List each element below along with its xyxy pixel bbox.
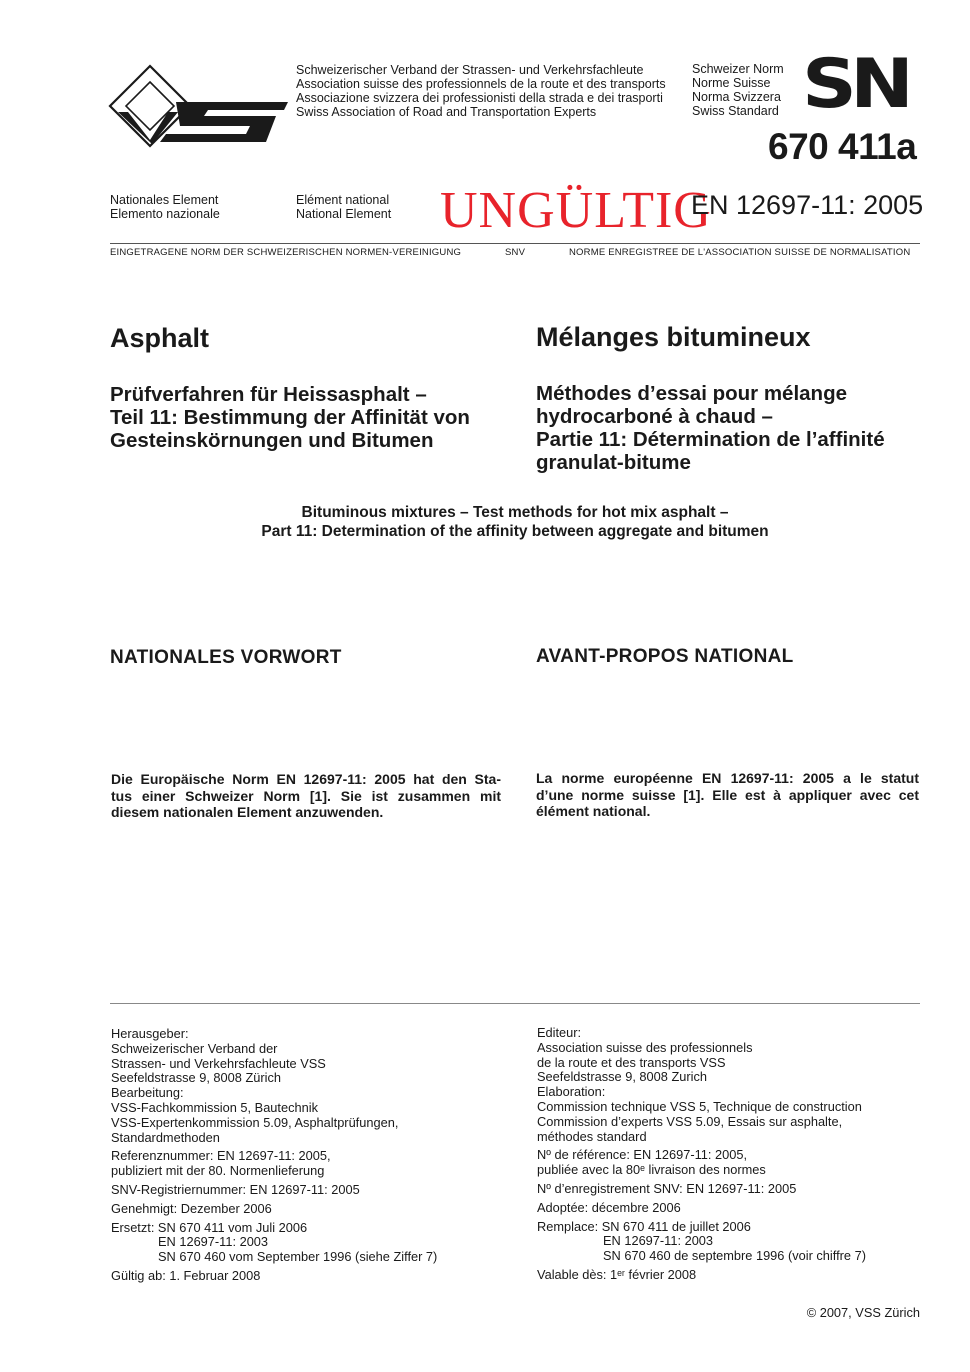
editeur-line: Seefeldstrasse 9, 8008 Zurich	[537, 1069, 708, 1085]
standard-name-de: Schweizer Norm	[692, 62, 784, 76]
subtitle-fr-line: hydrocarboné à chaud –	[536, 405, 773, 428]
bearbeitung-line: VSS-Expertenkommission 5.09, Asphaltprüfungen,	[111, 1114, 399, 1130]
title-de: Asphalt	[110, 323, 210, 353]
foreword-de-line: Die Europäische Norm EN 12697-11: 2005 hat den Sta-	[111, 771, 501, 787]
ersetzt-line: Ersetzt: SN 670 411 vom Juli 2006	[111, 1219, 308, 1235]
header-divider	[110, 243, 920, 244]
remplace-line: Remplace: SN 670 411 de juillet 2006	[537, 1218, 751, 1234]
registration-de: EINGETRAGENE NORM DER SCHWEIZERISCHEN NORMEN-VEREINIGUNG	[110, 247, 462, 258]
document-number: 670 411a	[768, 126, 917, 167]
element-label-fr-en	[296, 193, 391, 221]
registration-fr: NORME ENREGISTREE DE L'ASSOCIATION SUISSE DE NORMALISATION	[569, 247, 911, 258]
bearbeitung-line: Standardmethoden	[111, 1129, 220, 1145]
publisher-block-de	[111, 1027, 437, 1284]
subtitle-de-line: Teil 11: Bestimmung der Affinität von	[110, 406, 470, 429]
genehmigt-line: Genehmigt: Dezember 2006	[111, 1200, 272, 1216]
subtitle-fr-line: granulat-bitume	[536, 451, 691, 474]
foreword-fr-line: d’une norme suisse [1]. Elle est à appliquer avec cet	[536, 786, 919, 803]
ersetzt-line: EN 12697-11: 2003	[158, 1234, 269, 1250]
herausgeber-line: Strassen- und Verkehrsfachleute VSS	[111, 1055, 326, 1071]
editeur-line: Editeur:	[537, 1025, 582, 1040]
elaboration-line: méthodes standard	[537, 1128, 647, 1144]
subtitle-de-line: Gesteinskörnungen und Bitumen	[110, 429, 434, 452]
subtitle-fr-line: Méthodes d’essai pour mélange	[536, 382, 847, 405]
foreword-de-line: diesem nationalen Element anzuwenden.	[111, 804, 384, 820]
valable-line: Valable dès: 1ᵉʳ février 2008	[537, 1266, 697, 1282]
association-line-en: Swiss Association of Road and Transportation Experts	[296, 105, 597, 119]
herausgeber-line: Schweizerischer Verband der	[111, 1040, 278, 1056]
publisher-block-fr	[537, 1026, 866, 1283]
herausgeber-line: Herausgeber:	[111, 1026, 189, 1041]
title-en	[0, 503, 970, 541]
editeur-line: de la route et des transports VSS	[537, 1054, 726, 1070]
title-en-line: Bituminous mixtures – Test methods for hot mix asphalt –	[301, 504, 729, 521]
footer-divider	[110, 1003, 920, 1004]
reference-line: publiée avec la 80ᵉ livraison des normes	[537, 1162, 766, 1178]
snv-registration-fr: Nº d’enregistrement SNV: EN 12697-11: 2005	[537, 1180, 797, 1196]
bearbeitung-line: Bearbeitung:	[111, 1085, 184, 1101]
association-line-de: Schweizerischer Verband der Strassen- und Verkehrsfachleute	[296, 63, 644, 77]
association-line-it: Associazione svizzera dei professionisti della strada e dei trasporti	[296, 91, 663, 105]
reference-line: Nº de référence: EN 12697-11: 2005,	[537, 1147, 748, 1163]
element-label-de: Nationales Element	[110, 193, 219, 207]
foreword-heading-fr: AVANT-PROPOS NATIONAL	[536, 646, 794, 667]
remplace-line: EN 12697-11: 2003	[603, 1233, 714, 1249]
standard-name-it: Norma Svizzera	[692, 90, 781, 104]
editeur-line: Association suisse des professionnels	[537, 1039, 753, 1055]
elaboration-line: Commission d’experts VSS 5.09, Essais sur asphalte,	[537, 1113, 843, 1129]
copyright: © 2007, VSS Zürich	[806, 1305, 920, 1320]
element-label-it: Elemento nazionale	[110, 207, 220, 221]
sn-logo: SN	[802, 45, 908, 124]
foreword-heading-de: NATIONALES VORWORT	[110, 647, 342, 668]
vss-logo	[106, 62, 292, 148]
subtitle-de	[110, 383, 470, 452]
snv-registration-de: SNV-Registriernummer: EN 12697-11: 2005	[111, 1181, 360, 1197]
subtitle-de-line: Prüfverfahren für Heissasphalt –	[110, 383, 427, 406]
remplace-line: SN 670 460 de septembre 1996 (voir chiffre 7)	[603, 1248, 866, 1264]
association-line-fr: Association suisse des professionnels de la route et des transports	[296, 77, 666, 91]
foreword-fr-line: élément national.	[536, 803, 651, 819]
association-names	[296, 63, 666, 119]
element-label-fr: Elément national	[296, 193, 390, 207]
gueltig-line: Gültig ab: 1. Februar 2008	[111, 1267, 261, 1283]
elaboration-line: Commission technique VSS 5, Technique de construction	[537, 1098, 862, 1114]
adoptee-line: Adoptée: décembre 2006	[537, 1199, 681, 1215]
foreword-de-line: tus einer Schweizer Norm [1]. Sie ist zusammen mit	[111, 787, 501, 804]
ersetzt-line: SN 670 460 vom September 1996 (siehe Ziffer 7)	[158, 1249, 438, 1265]
elaboration-line: Elaboration:	[537, 1084, 606, 1100]
bearbeitung-line: VSS-Fachkommission 5, Bautechnik	[111, 1099, 318, 1115]
standard-names	[692, 62, 784, 118]
foreword-text-de	[111, 771, 501, 821]
standard-name-en: Swiss Standard	[692, 104, 779, 118]
element-label-en: National Element	[296, 207, 392, 221]
en-reference: EN 12697-11: 2005	[691, 190, 924, 220]
element-label-de-it	[110, 193, 220, 221]
foreword-fr-line: La norme européenne EN 12697-11: 2005 a le statut	[536, 770, 919, 786]
subtitle-fr-line: Partie 11: Détermination de l’affinité	[536, 428, 885, 451]
referenz-line: Referenznummer: EN 12697-11: 2005,	[111, 1148, 331, 1164]
subtitle-fr	[536, 382, 885, 474]
referenz-line: publiziert mit der 80. Normenlieferung	[111, 1163, 325, 1179]
registration-snv: SNV	[505, 247, 526, 258]
title-fr: Mélanges bitumineux	[536, 322, 811, 352]
invalid-stamp: UNGÜLTIG	[440, 182, 712, 239]
foreword-text-fr	[536, 770, 919, 820]
standard-name-fr: Norme Suisse	[692, 76, 771, 90]
title-en-line: Part 11: Determination of the affinity between aggregate and bitumen	[261, 523, 769, 540]
herausgeber-line: Seefeldstrasse 9, 8008 Zürich	[111, 1070, 282, 1086]
